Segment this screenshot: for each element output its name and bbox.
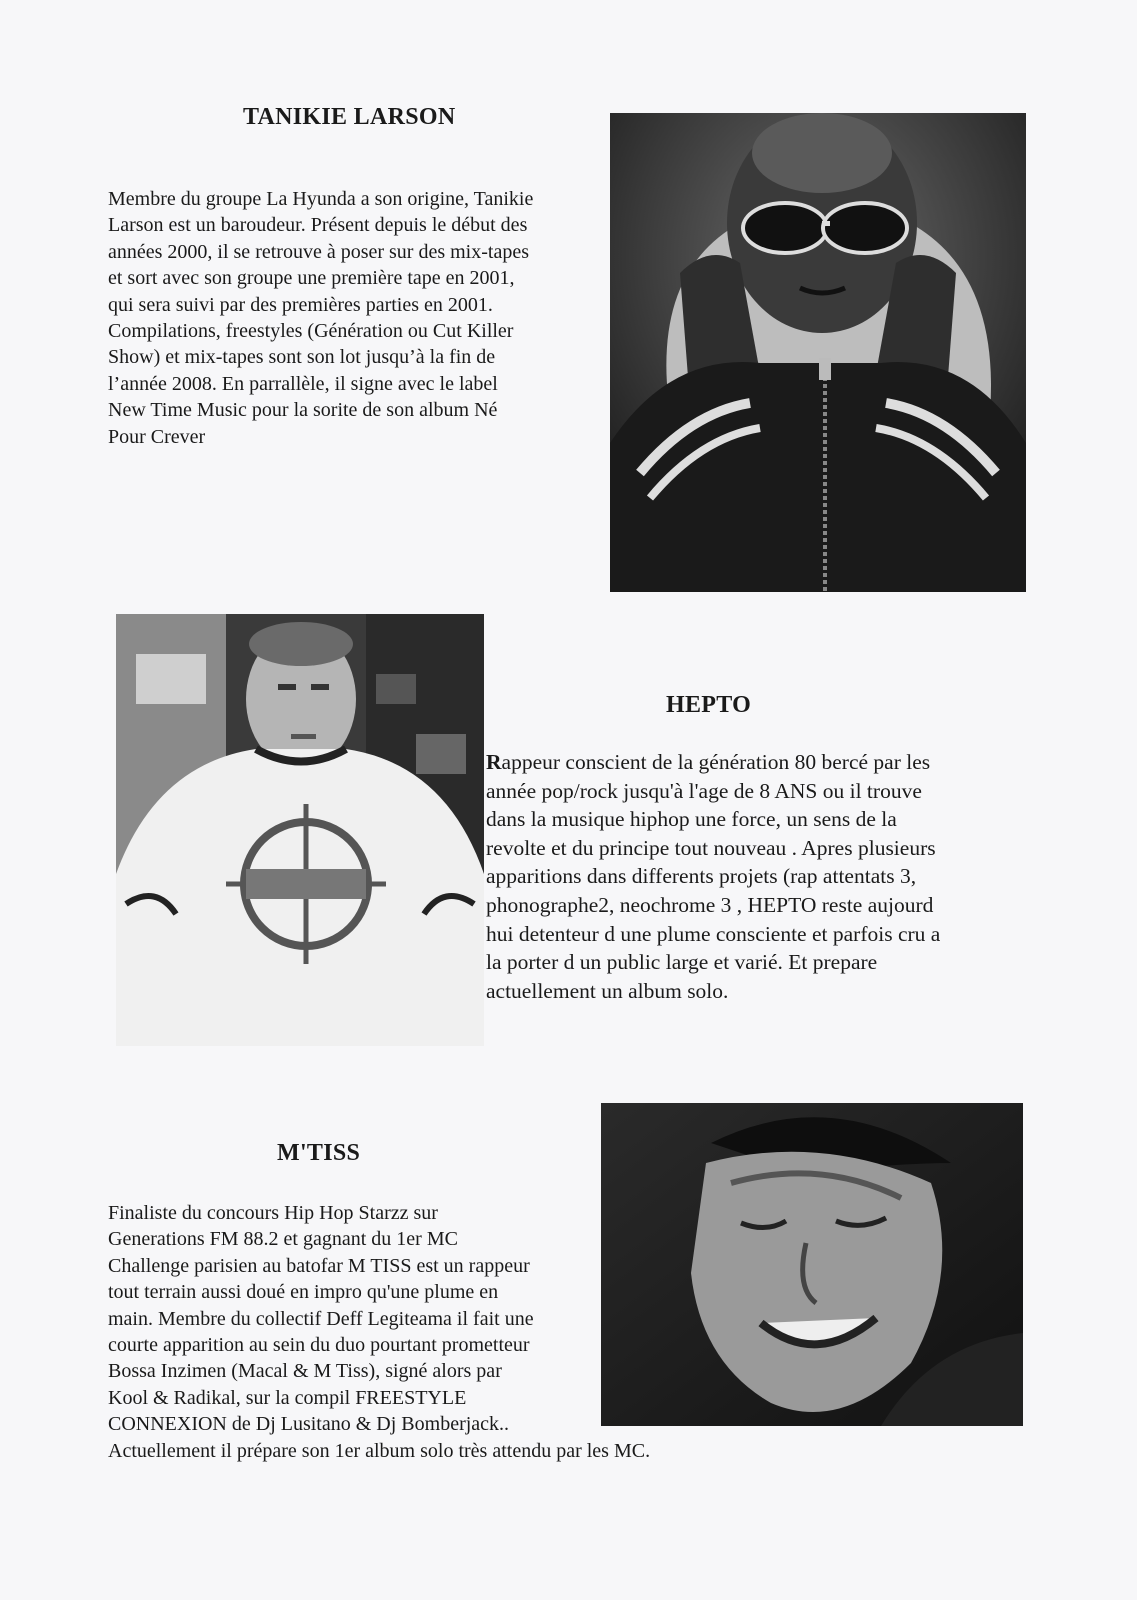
text-line: Rappeur conscient de la génération 80 bercé par les	[486, 750, 931, 774]
text-line: l’année 2008. En parrallèle, il signe avec le label	[108, 372, 498, 395]
text-line: Show) et mix-tapes sont son lot jusqu’à la fin de	[108, 346, 496, 369]
text-line: et sort avec son groupe une première tape en 2001,	[108, 267, 515, 290]
text-line: Generations FM 88.2 et gagnant du 1er MC	[108, 1228, 458, 1251]
text-line: Pour Crever	[108, 425, 206, 448]
text-line: apparitions dans differents projets (rap attentats 3,	[486, 864, 917, 889]
portrait-photo-mtiss	[601, 1103, 1023, 1426]
text-line: Larson est un baroudeur. Présent depuis le début des	[108, 214, 528, 237]
text-line: Membre du groupe La Hyunda a son origine, Tanikie	[108, 188, 534, 210]
portrait-photo-hepto	[116, 614, 484, 1046]
text-line: la porter d un public large et varié. Et prepare	[486, 950, 878, 975]
text-line: années 2000, il se retrouve à poser sur des mix-tapes	[108, 240, 529, 263]
text-line: courte apparition au sein du duo pourtant prometteur	[108, 1334, 530, 1357]
text-line: Actuellement il prépare son 1er album solo très attendu par les MC.	[108, 1439, 651, 1462]
text-line: tout terrain aussi doué en impro qu'une plume en	[108, 1281, 499, 1304]
text-line: hui detenteur d une plume consciente et parfois cru a	[486, 921, 941, 946]
text-line: Bossa Inzimen (Macal & M Tiss), signé alors par	[108, 1360, 502, 1383]
text-line: phonographe2, neochrome 3 , HEPTO reste aujourd	[486, 892, 934, 917]
dropcap-letter: R	[486, 750, 502, 774]
text-line: qui sera suivi par des premières parties en 2001.	[108, 293, 493, 316]
text-line: année pop/rock jusqu'à l'age de 8 ANS ou il trouve	[486, 778, 922, 803]
section-body-tanikie-larson	[108, 186, 608, 450]
text-line: revolte et du principe tout nouveau . Apres plusieurs	[486, 835, 936, 860]
text-line: New Time Music pour la sorite de son album Né	[108, 399, 498, 422]
text-line: actuellement un album solo.	[486, 978, 729, 1003]
text-line: main. Membre du collectif Deff Legiteama il fait une	[108, 1307, 534, 1330]
section-title-tanikie-larson: TANIKIE LARSON	[243, 104, 456, 130]
text-line: Compilations, freestyles (Génération ou Cut Killer	[108, 320, 514, 343]
text-line: Finaliste du concours Hip Hop Starzz sur	[108, 1202, 438, 1224]
text-line: CONNEXION de Dj Lusitano & Dj Bomberjack..	[108, 1413, 510, 1436]
portrait-photo-tanikie-larson	[610, 113, 1026, 592]
text-line: Challenge parisien au batofar M TISS est un rappeur	[108, 1254, 530, 1277]
section-title-hepto: HEPTO	[666, 692, 752, 718]
section-title-mtiss: M'TISS	[277, 1140, 361, 1166]
text-line: dans la musique hiphop une force, un sens de la	[486, 807, 897, 832]
section-body-hepto	[486, 748, 1046, 1005]
text-line: Kool & Radikal, sur la compil FREESTYLE	[108, 1386, 467, 1409]
